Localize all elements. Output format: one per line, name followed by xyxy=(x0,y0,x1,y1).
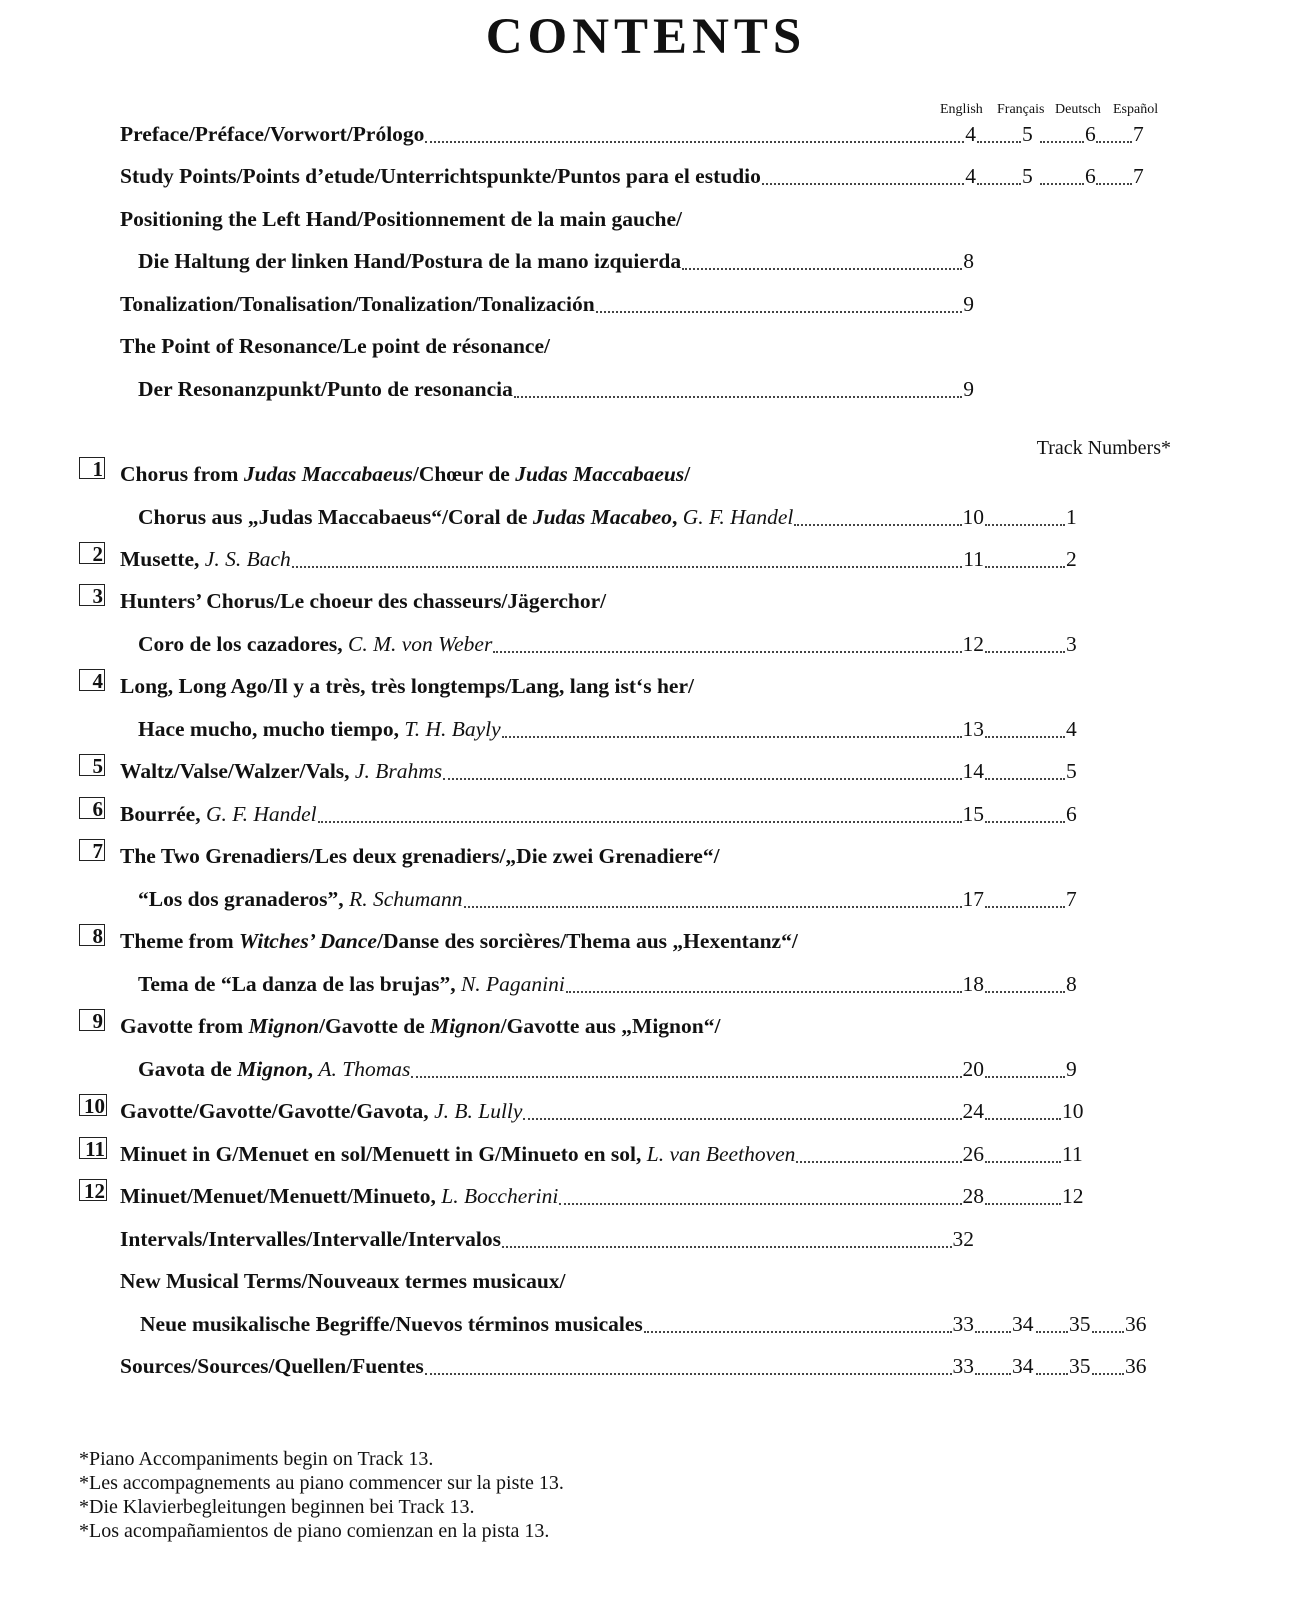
leader-dots xyxy=(493,630,961,653)
track-number: 6 xyxy=(1066,802,1077,826)
leader-dots xyxy=(644,1310,952,1333)
track-number: 5 xyxy=(1066,759,1077,783)
piece-entry: Minuet in G/Menuet en sol/Menuett in G/Minueto en sol, L. van Beethoven 26 11 xyxy=(120,1142,1083,1166)
composer: G. F. Handel xyxy=(682,505,794,529)
leader-dots xyxy=(796,1140,961,1163)
footnote: *Les accompagnements au piano commencer sur la piste 13. xyxy=(79,1472,564,1494)
composer: L. van Beethoven xyxy=(646,1142,796,1166)
page-number: 14 xyxy=(962,759,984,783)
piece-entry: Hace mucho, mucho tiempo, T. H. Bayly 13 4 xyxy=(138,717,1077,741)
leader-dots xyxy=(425,1352,952,1375)
track-number: 1 xyxy=(1066,505,1077,529)
track-number-box: 1 xyxy=(79,457,105,479)
track-number: 3 xyxy=(1066,632,1077,656)
track-number-box: 11 xyxy=(79,1137,107,1159)
page-number: 15 xyxy=(962,802,984,826)
track-number-box: 10 xyxy=(79,1094,107,1116)
composer: N. Paganini xyxy=(460,972,565,996)
track-number: 2 xyxy=(1066,547,1077,571)
piece-title: Hunters’ Chorus/Le choeur des chasseurs/Jägerchor/ xyxy=(120,589,607,613)
track-number: 4 xyxy=(1066,717,1077,741)
toc-entry-musical-terms: New Musical Terms/Nouveaux termes musicaux/ xyxy=(120,1269,566,1293)
column-header-deutsch: Deutsch xyxy=(1055,102,1101,117)
track-number: 10 xyxy=(1062,1099,1084,1123)
composer: T. H. Bayly xyxy=(404,717,501,741)
track-number-box: 7 xyxy=(79,839,105,861)
leader-dots xyxy=(502,715,962,738)
toc-entry-intervals: Intervals/Intervalles/Intervalle/Intervalos 32 xyxy=(120,1227,974,1251)
column-header-francais: Français xyxy=(997,102,1045,117)
page-number: 11 xyxy=(963,547,984,571)
leader-dots xyxy=(596,290,963,313)
toc-entry-musical-terms-cont: Neue musikalische Begriffe/Nuevos términos musicales 33 34 35 36 xyxy=(140,1312,1147,1336)
track-number-box: 12 xyxy=(79,1179,107,1201)
track-number-box: 9 xyxy=(79,1009,105,1031)
track-number-box: 5 xyxy=(79,754,105,776)
piece-entry: Waltz/Valse/Walzer/Vals, J. Brahms 14 5 xyxy=(120,759,1077,783)
page-number: 10 xyxy=(962,505,984,529)
track-number-box: 8 xyxy=(79,924,105,946)
leader-dots xyxy=(425,120,964,143)
composer: J. S. Bach xyxy=(204,547,291,571)
piece-entry: Tema de “La danza de las brujas”, N. Paganini 18 8 xyxy=(138,972,1077,996)
page-number: 26 xyxy=(962,1142,984,1166)
leader-dots xyxy=(502,1225,952,1248)
piece-entry: Chorus aus „Judas Maccabaeus“/Coral de Judas Macabeo, G. F. Handel 10 1 xyxy=(138,505,1077,529)
leader-dots xyxy=(292,545,963,568)
footnote: *Los acompañamientos de piano comienzan en la pista 13. xyxy=(79,1520,550,1542)
toc-entry-positioning-cont: Die Haltung der linken Hand/Postura de la mano izquierda 8 xyxy=(138,249,974,273)
page-number: 13 xyxy=(962,717,984,741)
composer: J. B. Lully xyxy=(434,1099,523,1123)
page-number: 28 xyxy=(962,1184,984,1208)
page-number: 20 xyxy=(962,1057,984,1081)
page-number: 18 xyxy=(962,972,984,996)
piece-entry: Coro de los cazadores, C. M. von Weber 12 3 xyxy=(138,632,1077,656)
track-numbers-header: Track Numbers* xyxy=(1036,437,1171,459)
column-header-espanol: Español xyxy=(1113,102,1159,117)
composer: A. Thomas xyxy=(318,1057,411,1081)
page-number: 17 xyxy=(962,887,984,911)
track-number-box: 4 xyxy=(79,669,105,691)
leader-dots xyxy=(464,885,962,908)
toc-entry-study-points: Study Points/Points d’etude/Unterrichtspunkte/Puntos para el estudio 4 5 6 7 xyxy=(120,164,1144,188)
leader-dots xyxy=(318,800,962,823)
piece-entry: Minuet/Menuet/Menuett/Minueto, L. Boccherini 28 12 xyxy=(120,1184,1084,1208)
leader-dots xyxy=(762,162,964,185)
toc-entry-positioning: Positioning the Left Hand/Positionnement de la main gauche/ xyxy=(120,207,683,231)
track-number: 12 xyxy=(1062,1184,1084,1208)
leader-dots xyxy=(514,375,962,398)
piece-entry: Gavotte/Gavotte/Gavotte/Gavota, J. B. Lully 24 10 xyxy=(120,1099,1084,1123)
leader-dots xyxy=(794,503,961,526)
column-header-english: English xyxy=(940,102,983,117)
composer: G. F. Handel xyxy=(205,802,317,826)
piece-entry: Bourrée, G. F. Handel 15 6 xyxy=(120,802,1077,826)
track-number: 9 xyxy=(1066,1057,1077,1081)
leader-dots xyxy=(566,970,962,993)
piece-title: Chorus from Judas Maccabaeus/Chœur de Judas Maccabaeus/ xyxy=(120,462,691,486)
track-number: 11 xyxy=(1062,1142,1083,1166)
toc-entry-sources: Sources/Sources/Quellen/Fuentes 33 34 35 36 xyxy=(120,1354,1147,1378)
toc-entry-resonance-cont: Der Resonanzpunkt/Punto de resonancia 9 xyxy=(138,377,974,401)
track-number: 8 xyxy=(1066,972,1077,996)
footnote: *Die Klavierbegleitungen beginnen bei Track 13. xyxy=(79,1496,475,1518)
footnote: *Piano Accompaniments begin on Track 13. xyxy=(79,1448,434,1470)
track-number-box: 3 xyxy=(79,584,105,606)
piece-title: Theme from Witches’ Dance/Danse des sorcières/Thema aus „Hexentanz“/ xyxy=(120,929,798,953)
page-title: CONTENTS xyxy=(485,9,807,65)
page-number: 12 xyxy=(962,632,984,656)
leader-dots xyxy=(559,1182,961,1205)
leader-dots xyxy=(523,1097,961,1120)
piece-title: The Two Grenadiers/Les deux grenadiers/„Die zwei Grenadiere“/ xyxy=(120,844,720,868)
leader-dots xyxy=(443,757,961,780)
leader-dots xyxy=(682,247,962,270)
composer: C. M. von Weber xyxy=(348,632,493,656)
piece-title: Gavotte from Mignon/Gavotte de Mignon/Gavotte aus „Mignon“/ xyxy=(120,1014,721,1038)
track-number-box: 2 xyxy=(79,542,105,564)
toc-entry-resonance: The Point of Resonance/Le point de résonance/ xyxy=(120,334,550,358)
piece-entry: Musette, J. S. Bach 11 2 xyxy=(120,547,1077,571)
piece-entry: “Los dos granaderos”, R. Schumann 17 7 xyxy=(138,887,1077,911)
piece-title: Long, Long Ago/Il y a très, très longtemps/Lang, lang ist‘s her/ xyxy=(120,674,694,698)
piece-entry: Gavota de Mignon, A. Thomas 20 9 xyxy=(138,1057,1077,1081)
composer: L. Boccherini xyxy=(441,1184,559,1208)
track-number: 7 xyxy=(1066,887,1077,911)
toc-entry-preface: Preface/Préface/Vorwort/Prólogo 4 5 6 7 xyxy=(120,122,1144,146)
composer: R. Schumann xyxy=(349,887,463,911)
toc-entry-tonalization: Tonalization/Tonalisation/Tonalization/Tonalización 9 xyxy=(120,292,974,316)
composer: J. Brahms xyxy=(354,759,443,783)
track-number-box: 6 xyxy=(79,797,105,819)
leader-dots xyxy=(411,1055,961,1078)
page-number: 24 xyxy=(962,1099,984,1123)
